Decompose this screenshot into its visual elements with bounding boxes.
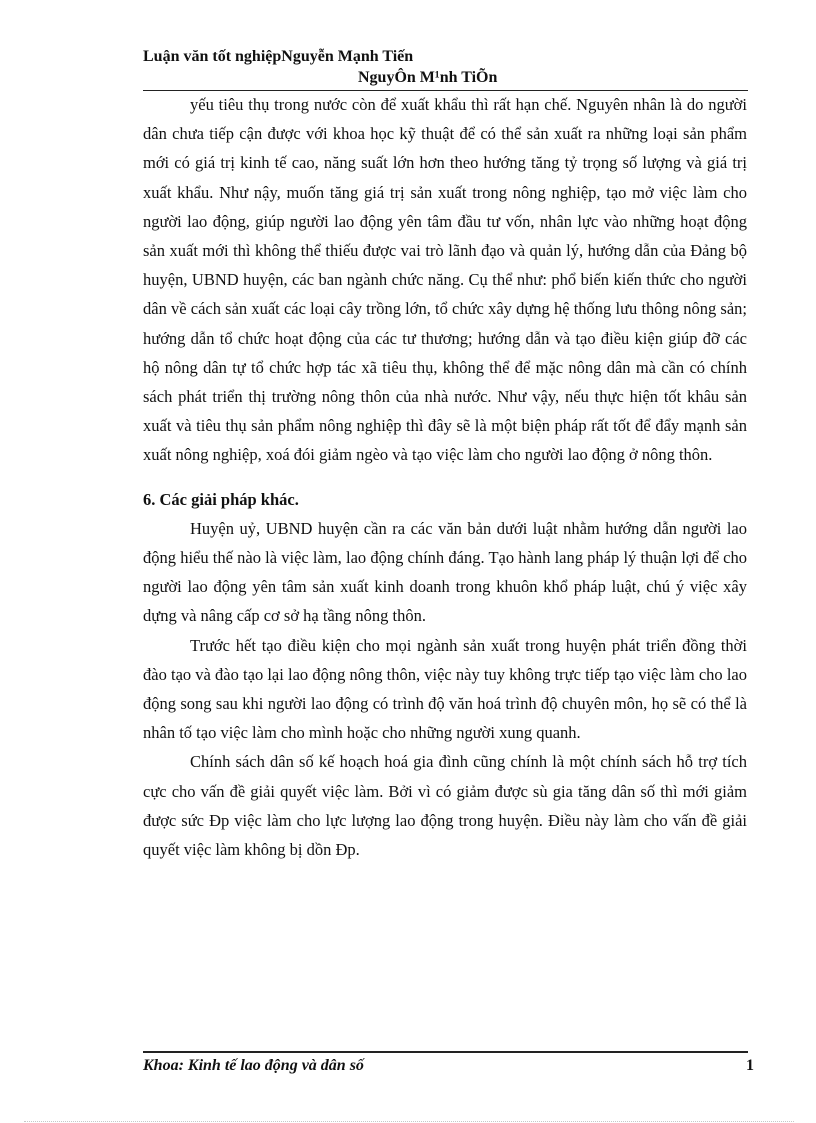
paragraph-legal-framework: Huyện uỷ, UBND huyện cần ra các văn bản dưới luật nhằm hướng dẫn người lao động hiểu thế nào là việc làm, lao động chính đáng. Tạo hành lang pháp lý thuận lợi để cho người lao động yên tâm sản xuất kinh doanh trong khuôn khổ pháp luật, chú ý việc xây dựng và nâng cấp cơ sở hạ tầng nông thôn. <box>143 518 747 626</box>
section-heading: 6. Các giải pháp khác. <box>143 489 299 509</box>
paragraph-training: Trước hết tạo điều kiện cho mọi ngành sản xuất trong huyện phát triển đồng thời đào tạo và đào tạo lại lao động nông thôn, việc này tuy không trực tiếp tạo việc làm cho lao động song sau khi người lao động có trình độ văn hoá trình độ chuyên môn, họ sẽ có thể là nhân tố tạo việc làm cho mình hoặc cho những người xung quanh. <box>143 635 747 743</box>
paragraph-population-policy: Chính sách dân số kế hoạch hoá gia đình cũng chính là một chính sách hỗ trợ tích cực cho vấn đề giải quyết việc làm. Bởi vì có giảm được sù gia tăng dân số thì mới giảm được sức Ðp việc làm cho lực lượng lao động trong huyện. Điều này làm cho vấn đề giải quyết việc làm không bị dồn Ðp. <box>143 752 747 860</box>
page-body <box>143 90 747 864</box>
header-author-name: NguyÔn M¹nh TiÕn <box>358 69 498 86</box>
footer-faculty: Khoa: Kinh tế lao động và dân số <box>143 1057 364 1074</box>
page-number: 1 <box>746 1057 754 1074</box>
header-author-title: Luận văn tốt nghiệpNguyễn Mạnh Tiến <box>143 48 414 65</box>
page-boundary <box>24 1121 794 1122</box>
footer-divider <box>143 1051 748 1053</box>
continued-paragraph: yếu tiêu thụ trong nước còn để xuất khẩu thì rất hạn chế. Nguyên nhân là do người dân chưa tiếp cận được với khoa học kỹ thuật để có thể sản xuất ra những loại sản phẩm mới có giá trị kinh tế cao, năng suất lớn hơn theo hướng tăng tỷ trọng số lượng và giá trị xuất khẩu. Như nậy, muốn tăng giá trị sản xuất trong nông nghiệp, tạo mở việc làm cho người lao động, giúp người lao động yên tâm đầu tư vốn, nhân lực vào những hoạt động sản xuất mới thì không thể thiếu được vai trò lãnh đạo và quản lý, hướng dẫn của Đảng bộ huyện, UBND huyện, các ban ngành chức năng. Cụ thể như: phổ biến kiến thức cho người dân về cách sản xuất các loại cây trồng lớn, tổ chức xây dựng hệ thống lưu thông nông sản; hướng dẫn tổ chức hoạt động của các tư thương; hướng dẫn và tạo điều kiện giúp đỡ các hộ nông dân tự tổ chức hợp tác xã tiêu thụ, không thể để mặc nông dân mà cần có chính sách phát triển thị trường nông thôn của nhà nước. Như vậy, nếu thực hiện tốt khâu sản xuất và tiêu thụ sản phẩm nông nghiệp thì đây sẽ là một biện pháp rất tốt để đẩy mạnh sản xuất nông nghiệp, xoá đói giảm ngèo và tạo việc làm cho người lao động ở nông thôn. <box>143 95 747 465</box>
